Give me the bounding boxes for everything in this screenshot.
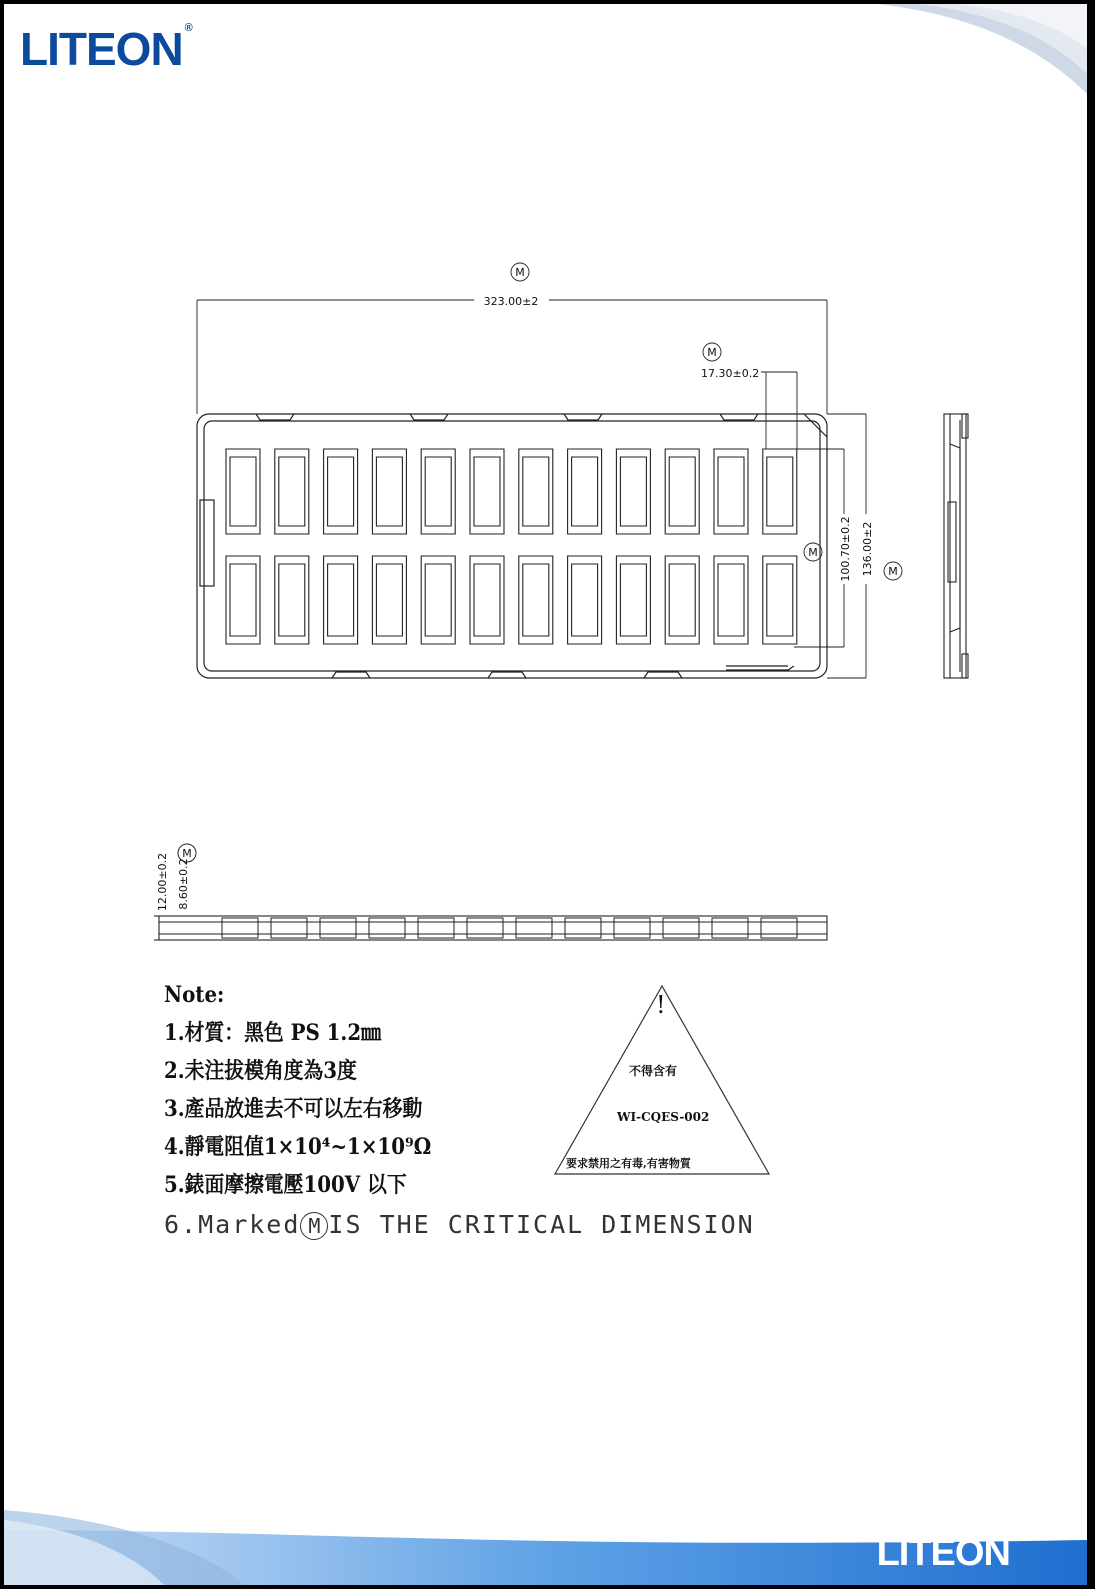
- mark-label-5: M: [182, 847, 192, 860]
- notes-heading: Note:: [164, 982, 225, 1008]
- tray-pocket: [275, 556, 309, 644]
- tray-pocket: [372, 556, 406, 644]
- front-pocket: [271, 918, 307, 938]
- tray-pocket: [470, 556, 504, 644]
- tray-pocket: [372, 449, 406, 534]
- mark-label-4: M: [888, 565, 898, 578]
- front-pocket: [614, 918, 650, 938]
- note-item-1: 1.材質：黑色 PS 1.2㎜: [164, 1020, 381, 1046]
- tray-pocket: [226, 556, 260, 644]
- dim-outer-width: 136.00±2: [861, 521, 874, 577]
- critical-mark-inline: M: [300, 1212, 328, 1240]
- note6-suffix: IS THE CRITICAL DIMENSION: [328, 1210, 755, 1239]
- note-item-4: 4.靜電阻值1×10⁴~1×10⁹Ω: [164, 1134, 432, 1160]
- dim-length: 323.00±2: [483, 295, 539, 308]
- tray-pocket: [763, 449, 797, 534]
- front-pocket: [222, 918, 258, 938]
- tray-pocket: [616, 449, 650, 534]
- note-item-3: 3.產品放進去不可以左右移動: [164, 1096, 423, 1122]
- front-pocket: [761, 918, 797, 938]
- document-page: [4, 4, 1087, 1585]
- tray-pocket: [226, 449, 260, 534]
- tray-pocket: [763, 556, 797, 644]
- tray-pocket: [275, 449, 309, 534]
- tray-pocket: [665, 449, 699, 534]
- dim-pitch: 17.30±0.2: [701, 367, 760, 380]
- warning-line-2: WI-CQES-002: [617, 1110, 710, 1124]
- front-pocket: [663, 918, 699, 938]
- tray-pocket: [324, 556, 358, 644]
- note-item-5: 5.錶面摩擦電壓100V 以下: [164, 1172, 407, 1198]
- warning-line-1: 不得含有: [629, 1064, 678, 1078]
- tray-pocket: [714, 556, 748, 644]
- front-pocket: [516, 918, 552, 938]
- front-pocket: [369, 918, 405, 938]
- note-item-6: [164, 1210, 755, 1240]
- tray-pocket: [519, 449, 553, 534]
- mark-label-3: M: [808, 546, 818, 559]
- front-pocket: [565, 918, 601, 938]
- note6-prefix: 6.Marked: [164, 1210, 301, 1239]
- tray-pocket: [665, 556, 699, 644]
- tray-pocket: [470, 449, 504, 534]
- tray-outline: [197, 414, 827, 678]
- side-view: [944, 414, 968, 678]
- front-pocket: [418, 918, 454, 938]
- front-pocket: [320, 918, 356, 938]
- tray-pocket: [714, 449, 748, 534]
- note-item-2: 2.未注拔模角度為3度: [164, 1058, 357, 1084]
- dim-depth: 8.60±0.2: [177, 858, 190, 910]
- liteon-logo-top: LITEON ®: [20, 22, 192, 75]
- front-view: [154, 916, 827, 940]
- liteon-logo-bottom: LITEON ®: [876, 1532, 1019, 1574]
- warning-line-3: 要求禁用之有毒,有害物質: [566, 1157, 691, 1170]
- notes-block: [164, 976, 431, 1204]
- tray-pocket: [568, 449, 602, 534]
- dim-height: 12.00±0.2: [156, 852, 169, 912]
- mark-label-1: M: [515, 266, 525, 279]
- tray-pocket: [568, 556, 602, 644]
- tray-pocket: [324, 449, 358, 534]
- tray-pocket: [616, 556, 650, 644]
- front-pocket: [467, 918, 503, 938]
- front-pocket: [712, 918, 748, 938]
- mark-label-2: M: [707, 346, 717, 359]
- tray-pocket: [421, 449, 455, 534]
- warning-exclamation: !: [656, 991, 666, 1019]
- dim-inner-width: 100.70±0.2: [839, 516, 852, 582]
- tray-pocket: [519, 556, 553, 644]
- tray-pocket: [421, 556, 455, 644]
